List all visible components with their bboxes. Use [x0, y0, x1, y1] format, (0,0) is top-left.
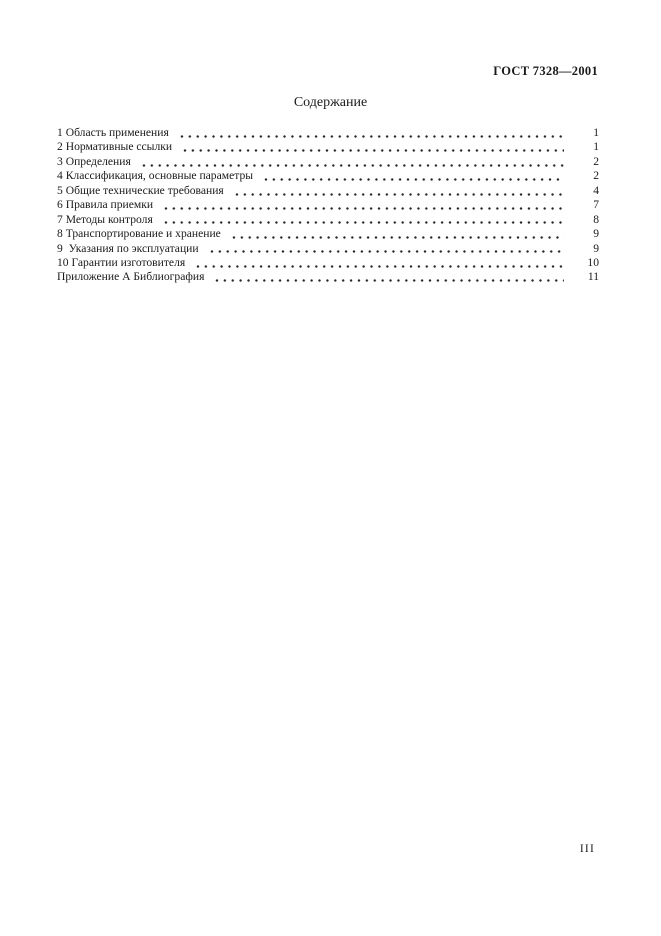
toc-entry-label: 6 Правила приемки: [57, 198, 154, 212]
dot-leader: [160, 198, 564, 212]
toc-entry-page-number: 2: [593, 154, 599, 168]
contents-title: Содержание: [293, 95, 368, 110]
toc-entry: [57, 169, 599, 183]
dot-leader: [138, 155, 564, 169]
toc-entry-label: 5 Общие технические требования: [57, 183, 224, 197]
toc-entry-label: 1 Область применения: [57, 126, 169, 139]
toc-entry-label: 4 Классификация, основные параметры: [57, 169, 254, 183]
toc-entry-page-number: 10: [587, 255, 599, 269]
toc-entry-label: 3 Определения: [57, 154, 131, 168]
dot-leader: [192, 256, 564, 270]
document-code: ГОСТ 7328—2001: [493, 64, 598, 78]
toc-entry: [57, 140, 599, 154]
dot-leader: [206, 242, 564, 256]
toc-entry-label: Приложение А Библиография: [57, 270, 205, 284]
toc-entry: [57, 213, 599, 227]
toc-entry-label: 10 Гарантии изготовителя: [57, 255, 186, 269]
toc-entry-page-number: 9: [593, 241, 599, 255]
toc-entry-page-number: 9: [593, 227, 599, 241]
dot-leader: [176, 126, 564, 140]
toc-entry: [57, 256, 599, 270]
toc-entry-label: 8 Транспортирование и хранение: [57, 227, 221, 241]
toc-entry-label: 9 Указания по эксплуатации: [57, 241, 199, 255]
folio-page-number: III: [579, 843, 595, 855]
toc-entry-page-number: 1: [593, 140, 599, 154]
toc-entry: [57, 155, 599, 169]
toc-entry-page-number: 4: [593, 183, 599, 197]
dot-leader: [260, 169, 564, 183]
dot-leader: [179, 140, 564, 154]
toc-entry-page-number: 7: [593, 198, 599, 212]
toc-entry-page-number: 2: [593, 169, 599, 183]
toc-entry-label: 2 Нормативные ссылки: [57, 140, 173, 154]
toc-entry: [57, 270, 599, 284]
toc-entry: [57, 242, 599, 256]
table-of-contents: [57, 126, 599, 285]
toc-entry: [57, 227, 599, 241]
dot-leader: [160, 213, 564, 227]
toc-entry: [57, 198, 599, 212]
toc-entry-label: 7 Методы контроля: [57, 212, 153, 226]
dot-leader: [231, 184, 564, 198]
dot-leader: [228, 227, 564, 241]
toc-entry-page-number: 11: [587, 270, 599, 284]
toc-entry: [57, 184, 599, 198]
toc-entry-page-number: 8: [593, 212, 599, 226]
toc-entry: [57, 126, 599, 140]
dot-leader: [211, 270, 564, 284]
toc-entry-page-number: 1: [593, 126, 599, 139]
